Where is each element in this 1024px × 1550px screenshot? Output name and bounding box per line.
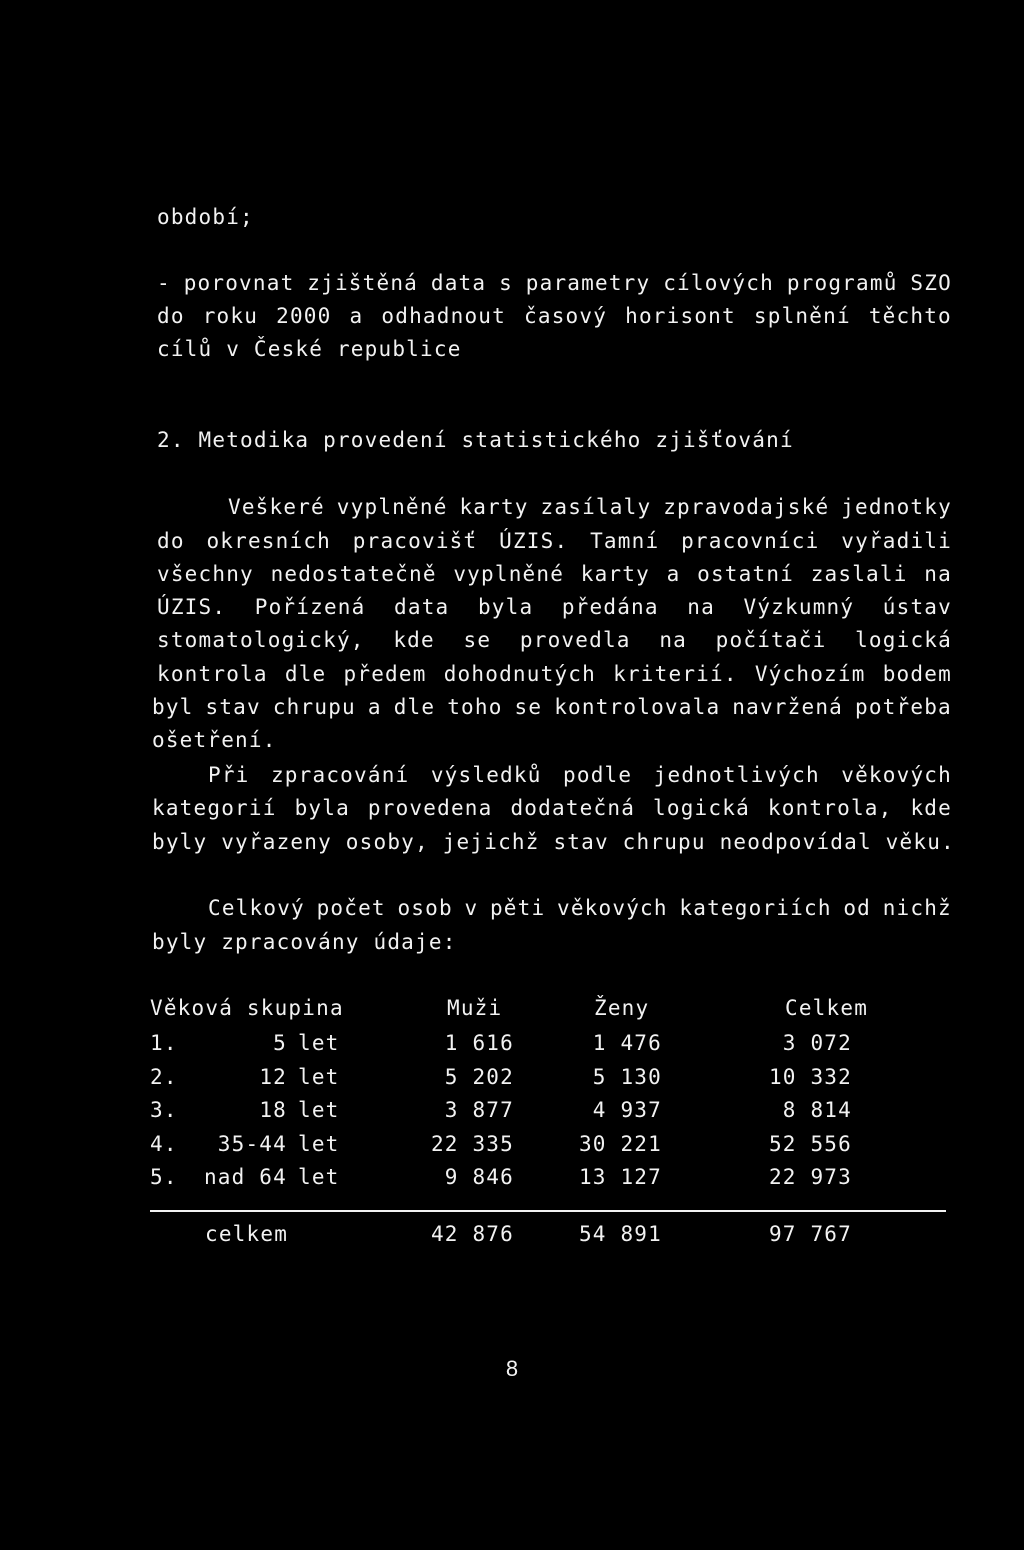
para1-line-2: do okresních pracovišť ÚZIS. Tamní pracovníci vyřadili (157, 529, 952, 553)
table-cell-num: 1. (150, 1031, 178, 1055)
table-cell-age: 12 (259, 1065, 287, 1089)
table-cell-age: 18 (259, 1098, 287, 1122)
para1-line-3: všechny nedostatečně vyplněné karty a ostatní zaslali na (157, 562, 952, 586)
table-footer-men: 42 876 (430, 1222, 514, 1246)
table-cell-men: 5 202 (444, 1065, 514, 1089)
bullet-line-2: do roku 2000 a odhadnout časový horisont splnění těchto (157, 304, 952, 328)
table-cell-age: 5 (273, 1031, 287, 1055)
table-header-group: Věková skupina (150, 996, 344, 1020)
para3-line-2: byly zpracovány údaje: (152, 930, 457, 954)
table-cell-age: 35-44 (217, 1132, 287, 1156)
table-header-total: Celkem (785, 996, 869, 1020)
table-cell-unit: let (298, 1031, 340, 1055)
section-heading: 2. Metodika provedení statistického zjišťování (157, 428, 794, 452)
table-footer-total: 97 767 (768, 1222, 852, 1246)
table-cell-total: 52 556 (768, 1132, 852, 1156)
para3-line-1: Celkový počet osob v pěti věkových kategoriích od nichž (208, 896, 952, 920)
table-cell-num: 3. (150, 1098, 178, 1122)
table-cell-unit: let (298, 1065, 340, 1089)
table-cell-num: 5. (150, 1165, 178, 1189)
para2-line-3: byly vyřazeny osoby, jejichž stav chrupu neodpovídal věku. (152, 830, 955, 854)
table-header-women: Ženy (594, 996, 650, 1020)
table-cell-num: 2. (150, 1065, 178, 1089)
para1-line-6: kontrola dle předem dohodnutých kriterií. Výchozím bodem (157, 662, 952, 686)
table-cell-women: 30 221 (578, 1132, 662, 1156)
table-cell-men: 22 335 (430, 1132, 514, 1156)
para1-line-7: byl stav chrupu a dle toho se kontrolovala navržená potřeba (152, 695, 952, 719)
para2-line-2: kategorií byla provedena dodatečná logická kontrola, kde (152, 796, 952, 820)
para1-line-8: ošetření. (152, 728, 277, 752)
table-cell-total: 10 332 (768, 1065, 852, 1089)
table-cell-num: 4. (150, 1132, 178, 1156)
table-cell-women: 1 476 (592, 1031, 662, 1055)
table-cell-unit: let (298, 1098, 340, 1122)
para1-line-5: stomatologický, kde se provedla na počítači logická (157, 628, 952, 652)
table-cell-men: 9 846 (444, 1165, 514, 1189)
table-cell-total: 8 814 (782, 1098, 852, 1122)
table-footer-label: celkem (205, 1222, 289, 1246)
table-cell-unit: let (298, 1165, 340, 1189)
bullet-line-3: cílů v České republice (157, 337, 462, 361)
table-cell-women: 5 130 (592, 1065, 662, 1089)
table-cell-women: 4 937 (592, 1098, 662, 1122)
table-cell-age: nad 64 (203, 1165, 287, 1189)
bullet-line-1: - porovnat zjištěná data s parametry cílových programů SZO (157, 271, 952, 295)
period-text: období; (157, 205, 254, 229)
table-header-men: Muži (447, 996, 503, 1020)
para2-line-1: Při zpracování výsledků podle jednotlivých věkových (208, 763, 952, 787)
para1-line-1: Veškeré vyplněné karty zasílaly zpravodajské jednotky (228, 495, 952, 519)
table-cell-total: 3 072 (782, 1031, 852, 1055)
table-divider (150, 1210, 946, 1212)
table-footer-women: 54 891 (578, 1222, 662, 1246)
table-cell-men: 3 877 (444, 1098, 514, 1122)
para1-line-4: ÚZIS. Pořízená data byla předána na Výzkumný ústav (157, 595, 952, 619)
table-cell-unit: let (298, 1132, 340, 1156)
page-number: 8 (505, 1356, 519, 1381)
table-cell-men: 1 616 (444, 1031, 514, 1055)
table-cell-women: 13 127 (578, 1165, 662, 1189)
table-cell-total: 22 973 (768, 1165, 852, 1189)
